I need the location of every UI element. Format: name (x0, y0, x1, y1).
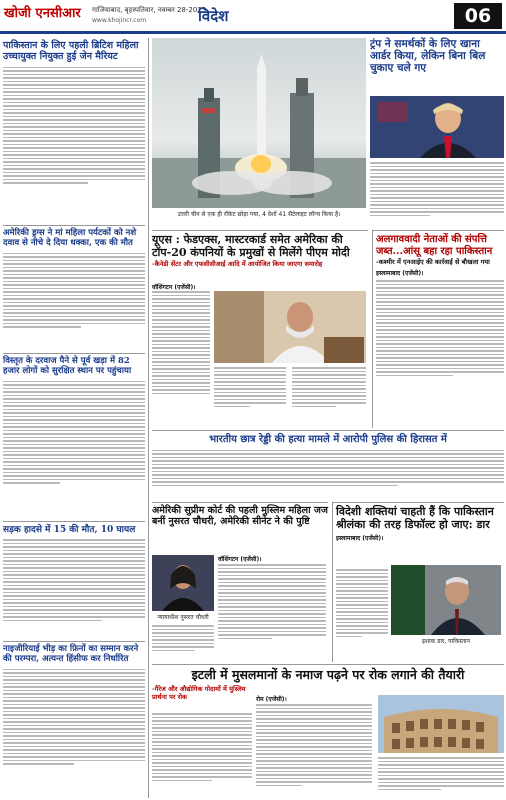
story-headline: ट्रंप ने समर्थकों के लिए खाना आर्डर किया, लेकिन बिना बिल चुकाए चले गए (370, 38, 486, 75)
story-body (3, 67, 145, 184)
judge-portrait (152, 555, 214, 611)
newspaper-logo: खोजी एनसीआर (4, 6, 81, 21)
section-title: विदेश (198, 7, 229, 25)
story-british-envoy (3, 38, 145, 226)
story-dateline: वॉशिंगटन (एजेंसी)। (152, 284, 196, 291)
story-dateline: रोम (एजेंसी)। (256, 696, 287, 703)
story-headline: भारतीय छात्र रेड्डी की हत्या मामले में आरोपी पुलिस की हिरासत में (209, 434, 447, 445)
rocket-launch-photo (152, 38, 366, 208)
masthead (0, 0, 506, 34)
story-modi-ceos (152, 230, 368, 428)
story-body (370, 162, 504, 218)
story-headline: अमेरिकी सुप्रीम कोर्ट की पहली मुस्लिम महिला जज बनीं नुसरत चौधरी, अमेरिकी सीनेट ने की पुष्टि (152, 505, 328, 527)
story-body-col3 (378, 757, 504, 792)
story-headline: नाइजीरियाई भीड़ का फ़िनों का सम्मान करने की परम्परा, अत्यन्त हिंसीफ कर निर्धारित (3, 644, 139, 664)
story-dar-pakistan (332, 502, 504, 662)
judge-photo-caption: न्यायाधीश नुसरत चौधरी (157, 614, 209, 621)
story-headline: इटली में मुसलमानों के नमाज पढ़ने पर रोक लगाने की तैयारी (191, 667, 465, 682)
story-body-bottom (152, 625, 214, 653)
story-body (3, 381, 145, 484)
story-body-col3 (292, 367, 366, 409)
dar-photo (391, 565, 501, 635)
trump-portrait (370, 96, 504, 158)
story-body-col1 (152, 291, 210, 396)
story-headline: अमेरिकी ड्रग्स ने मां महिला पर्यटकों को नशे दवाव से नीचे दे दिया धक्का, एक की मौत (3, 228, 137, 248)
story-italy-namaz (152, 664, 504, 798)
story-subhead: -कश्मीर में एनआईए की कार्रवाई से बौखला गया (376, 258, 490, 266)
story-dateline: इस्लामाबाद (एजेंसी)। (336, 535, 384, 543)
story-body (218, 564, 326, 641)
story-subhead: -कैनेडी सेंटर और एफसीसीआई आदि में आयोजित किया जाएगा समारोह (152, 260, 323, 269)
story-body-col1 (336, 569, 388, 639)
page-number: 06 (454, 3, 502, 29)
story-body-col2 (256, 704, 372, 788)
judge-photo (152, 555, 214, 611)
rocket-illustration (152, 38, 366, 208)
dar-portrait (391, 565, 501, 635)
story-body (152, 450, 504, 487)
modi-portrait (214, 291, 366, 363)
story-nigeria (3, 642, 145, 792)
story-road-accident (3, 522, 145, 642)
rocket-photo-caption: उत्तरी चीन से एक ही रॉकेट छोड़ा गया, 4 देशों 41 सैटेलाइट लॉन्च किया है। (177, 211, 341, 218)
story-headline: अलगाववादी नेताओं की संपत्ति जब्त...आंसू बहा रहा पाकिस्तान (376, 234, 493, 257)
story-body-col1 (152, 713, 252, 783)
story-body (3, 253, 145, 328)
edition-date: गाजियाबाद, बृहस्पतिवार, नवम्बर 28-2023 (92, 6, 207, 14)
story-headline: पाकिस्तान के लिए पहली ब्रिटिश महिला उच्चायुक्त नियुक्त हुई जेन मैरियट (3, 40, 139, 62)
story-reddy-murder (152, 430, 504, 500)
dar-photo-caption: इशाक डार, पाकिस्तान (422, 638, 470, 645)
story-headline: विस्तृत के दरवाज पैने से पूर्व खड़ा में 82 हजार लोगों को सुरक्षित स्थान पर पहुंचाया (3, 356, 132, 376)
story-body (3, 539, 145, 621)
website-url: www.khojincr.com (92, 17, 147, 24)
modi-photo (214, 291, 366, 363)
story-us-judge (152, 502, 328, 662)
trump-photo (370, 96, 504, 158)
story-body (3, 669, 145, 765)
colosseum-illustration (378, 695, 504, 753)
story-body-col2 (214, 367, 286, 409)
story-separatists (372, 230, 504, 428)
story-headline: यूएस : फेडएक्स, मास्टरकार्ड समेत अमेरिका की टॉप-20 कंपनियों के प्रमुखों से मिलेंगे पीएम मोदी (152, 233, 350, 259)
story-subhead: -गैरेज और औद्योगिक गोदामों में मुस्लिम प्रार्थना पर रोक (152, 685, 246, 701)
story-dateline: इस्लामाबाद (एजेंसी)। (376, 270, 424, 278)
colosseum-photo (378, 695, 504, 753)
left-news-column (3, 38, 149, 798)
story-headline: सड़क हादसे में 15 की मौत, 10 घायल (3, 525, 136, 535)
story-dateline: वॉशिंगटन (एजेंसी)। (218, 556, 262, 563)
story-headline: विदेशी शक्तियां चाहती हैं कि पाकिस्तान श्रीलंका की तरह डिफॉल्ट हो जाए: डार (336, 505, 494, 531)
story-drugs-tourists (3, 226, 145, 354)
story-evacuation (3, 354, 145, 522)
story-trump (370, 38, 504, 228)
story-body (376, 280, 504, 376)
